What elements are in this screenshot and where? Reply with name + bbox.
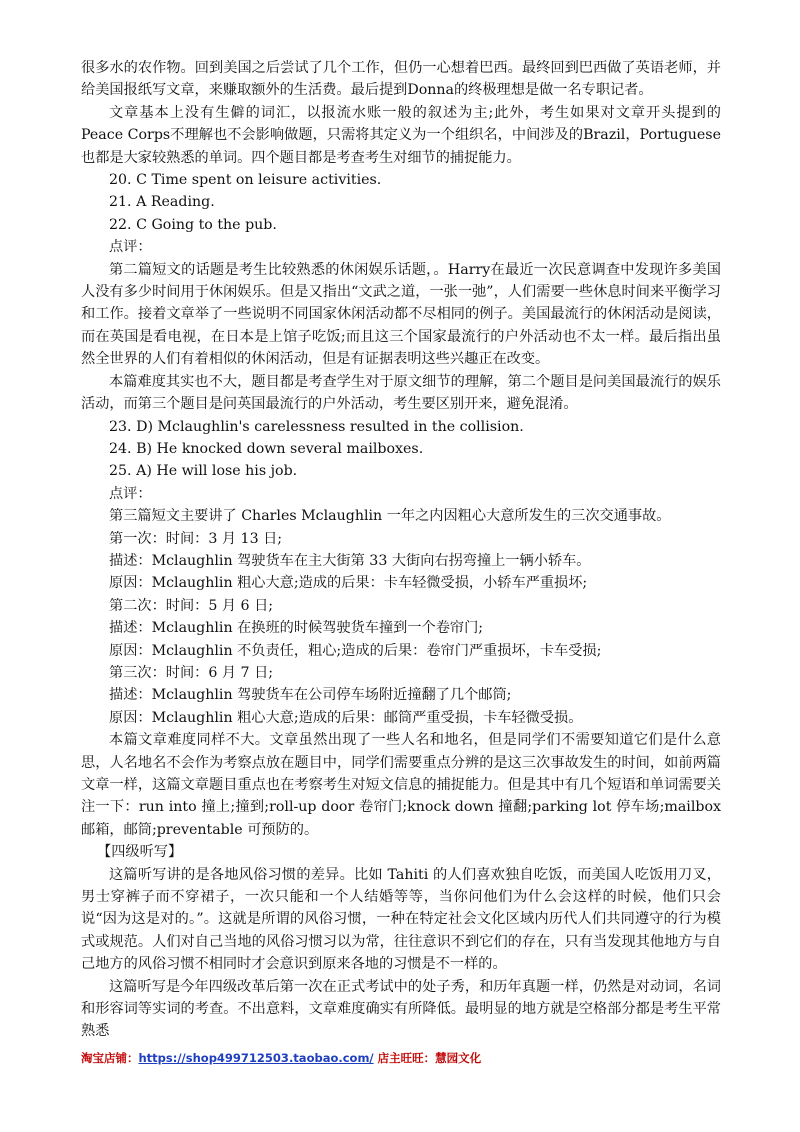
owner-label: 店主旺旺：慧园文化 [373,1051,482,1065]
paragraph: 描述：Mclaughlin 驾驶货车在主大街第 33 大街向右拐弯撞上一辆小轿车。 [109,552,591,569]
paragraph: 本篇难度其实也不大，题目都是考查学生对于原文细节的理解，第二个题目是问美国最流行的娱乐活动，而第三个题目是问英国最流行的户外活动，考生要区别开来，避免混淆。 [81,373,721,413]
paragraph: 这篇听写是今年四级改革后第一次在正式考试中的处子秀，和历年真题一样，仍然是对动词，名词和形容词等实词的考查。不出意料，文章难度确实有所降低。最明显的地方就是空格部分都是考生平常熟悉 [81,978,721,1040]
shop-label: 淘宝店铺： [81,1051,139,1065]
paragraph: 点评： [109,239,152,256]
paragraph: 原因：Mclaughlin 粗心大意;造成的后果：卡车轻微受损，小轿车严重损坏; [109,575,588,592]
paragraph: 第一次：时间：3 月 13 日; [109,530,283,547]
shop-link[interactable]: https://shop499712503.taobao.com/ [138,1051,374,1065]
paragraph: 文章基本上没有生僻的词汇，以报流水账一般的叙述为主;此外，考生如果对文章开头提到的Peace Corps不理解也不会影响做题，只需将其定义为一个组织名，中间涉及的Brazil，Portuguese也都是大家较熟悉的单词。四个题目都是考查考生对细节的捕捉能力。 [81,104,721,166]
document-body [81,57,721,1043]
paragraph: 【四级听写】 [97,844,183,861]
paragraph: 23. D) Mclaughlin's carelessness resulted in the collision. [109,418,524,435]
paragraph: 描述：Mclaughlin 在换班的时候驾驶货车撞到一个卷帘门; [109,620,484,637]
paragraph: 本篇文章难度同样不大。文章虽然出现了一些人名和地名，但是同学们不需要知道它们是什么意思，人名地名不会作为考察点放在题目中，同学们需要重点分辨的是这三次事故发生的时间，如前两篇文章一样，这篇文章题目重点也在考察考生对短文信息的捕捉能力。但是其中有几个短语和单词需要关注一下：run into 撞上;撞到;roll-up door 卷帘门;knock down 撞翻;parking lot 停车场;mailbox 邮箱，邮筒;preventable 可预防的。 [81,732,721,838]
paragraph: 描述：Mclaughlin 驾驶货车在公司停车场附近撞翻了几个邮筒; [109,687,512,704]
paragraph: 原因：Mclaughlin 粗心大意;造成的后果：邮筒严重受损，卡车轻微受损。 [109,709,583,726]
paragraph: 25. A) He will lose his job. [109,463,298,480]
paragraph: 22. C Going to the pub. [109,216,277,233]
paragraph: 点评： [109,485,152,502]
paragraph: 第三次：时间：6 月 7 日; [109,664,274,681]
paragraph: 原因：Mclaughlin 不负责任，粗心;造成的后果：卷帘门严重损坏，卡车受损; [109,642,602,659]
paragraph: 这篇听写讲的是各地风俗习惯的差异。比如 Tahiti 的人们喜欢独自吃饭，而美国人吃饭用刀叉，男士穿裤子而不穿裙子，一次只能和一个人结婚等等，当你问他们为什么会这样的时候，他们只会说“因为这是对的。”。这就是所谓的风俗习惯，一种在特定社会文化区域内历代人们共同遵守的行为模式或规范。人们对自己当地的风俗习惯习以为常，往往意识不到它们的存在，只有当发现其他地方与自己地方的风俗习惯不相同时才会意识到原来各地的习惯是不一样的。 [81,866,721,973]
paragraph: 20. C Time spent on leisure activities. [109,172,382,189]
paragraph: 很多水的农作物。回到美国之后尝试了几个工作，但仍一心想着巴西。最终回到巴西做了英语老师，并给美国报纸写文章，来赚取额外的生活费。最后提到Donna的终极理想是做一名专职记者。 [81,60,721,99]
paragraph: 第二次：时间：5 月 6 日; [109,597,274,614]
paragraph: 21. A Reading. [109,194,215,211]
page-footer [81,1050,721,1066]
paragraph: 24. B) He knocked down several mailboxes. [109,440,424,457]
paragraph: 第三篇短文主要讲了 Charles Mclaughlin 一年之内因粗心大意所发生的三次交通事故。 [109,508,671,525]
paragraph: 第二篇短文的话题是考生比较熟悉的休闲娱乐话题，。Harry在最近一次民意调查中发现许多美国人没有多少时间用于休闲娱乐。但是又指出“文武之道，一张一弛”，人们需要一些休息时间来平衡学习和工作。接着文章举了一些说明不同国家休闲活动都不尽相同的例子。美国最流行的休闲活动是阅读，而在英国是看电视，在日本是上馆子吃饭;而且这三个国家最流行的户外活动也不太一样。最后指出虽然全世界的人们有着相似的休闲活动，但是有证据表明这些兴趣正在改变。 [81,261,721,368]
